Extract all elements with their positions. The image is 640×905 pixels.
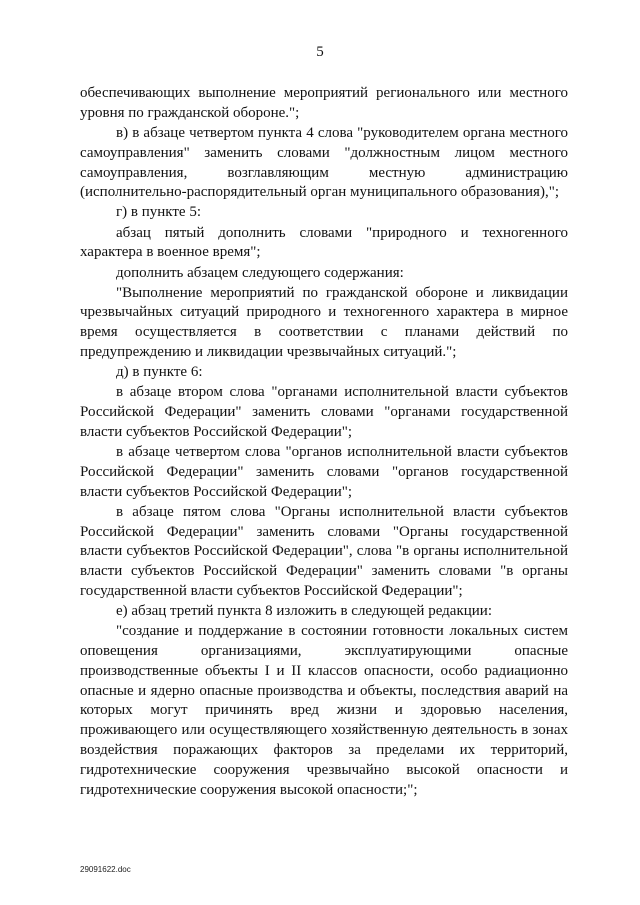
- page-number: 5: [316, 44, 324, 60]
- paragraph-g-sub1: абзац пятый дополнить словами "природного и техногенного характера в военное время";: [80, 224, 568, 261]
- paragraph-e-quote: "создание и поддержание в состоянии готовности локальных систем оповещения организациями, эксплуатирующими опасные производственные объекты I и II классов опасности, особо радиационно опасные и ядерно опасные производства и объекты, последствия аварий на которых могут причинять вред жизни и здоровью населения, проживающего или осуществляющего хозяйственную деятельность в зонах воздействия поражающих факторов за пределами их территорий, гидротехнические сооружения чрезвычайно высокой опасности и гидротехнические сооружения высокой опасности;";: [80, 623, 568, 798]
- paragraph-g-sub2: дополнить абзацем следующего содержания:: [116, 264, 404, 281]
- paragraph-continuation: обеспечивающих выполнение мероприятий регионального или местного уровня по гражданской обороне.";: [80, 85, 568, 121]
- paragraph-d-sub1: в абзаце втором слова "органами исполнительной власти субъектов Российской Федерации" заменить словами "органами государственной власти субъектов Российской Федерации";: [80, 384, 568, 440]
- paragraph-d-sub2: в абзаце четвертом слова "органов исполнительной власти субъектов Российской Федерации" заменить словами "органов государственной власти субъектов Российской Федерации";: [80, 444, 568, 500]
- document-body: [80, 84, 568, 801]
- paragraph-item-g: г) в пункте 5:: [116, 204, 202, 221]
- paragraph-item-v: в) в абзаце четвертом пункта 4 слова "руководителем органа местного самоуправления" заменить словами "должностным лицом местного самоуправления, возглавляющим местную администрацию (исполнительно-распорядительный орган муниципального образования),";: [80, 124, 568, 201]
- paragraph-d-sub3: в абзаце пятом слова "Органы исполнительной власти субъектов Российской Федерации" заменить словами "Органы государственной власти субъектов Российской Федерации", слова "в органы исполнительной власти субъектов Российской Федерации" заменить словами "в органы государственной власти субъектов Российской Федерации";: [80, 503, 568, 600]
- footer-filename: 29091622.doc: [80, 865, 131, 874]
- paragraph-item-d: д) в пункте 6:: [116, 364, 203, 381]
- paragraph-g-quote: "Выполнение мероприятий по гражданской обороне и ликвидации чрезвычайных ситуаций природного и техногенного характера в мирное время осуществляется в соответствии с планами действий по предупреждению и ликвидации чрезвычайных ситуаций.";: [80, 284, 568, 361]
- paragraph-item-e: е) абзац третий пункта 8 изложить в следующей редакции:: [116, 603, 492, 620]
